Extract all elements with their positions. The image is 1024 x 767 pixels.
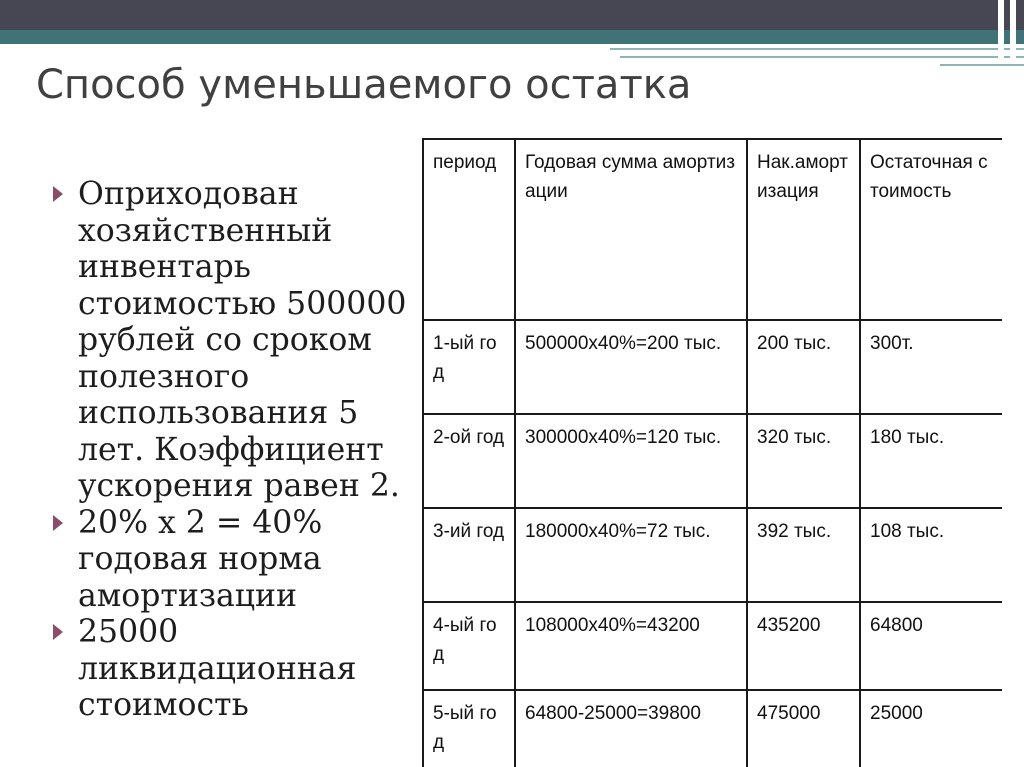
table-cell: 500000х40%=200 тыс. bbox=[515, 320, 747, 414]
triangle-bullet-icon bbox=[53, 624, 63, 640]
header-frame-stripe bbox=[1010, 0, 1016, 62]
bullet-list bbox=[50, 176, 420, 724]
table-cell: 1-ый год bbox=[423, 320, 515, 414]
slide-title: Способ уменьшаемого остатка bbox=[36, 62, 692, 108]
bullet-text: Оприходован хозяйственный инвентарь стоимостью 500000 рублей со сроком полезного использования 5 лет. Коэффициент ускорения равен 2. bbox=[78, 176, 407, 504]
bullet-item bbox=[50, 176, 420, 505]
table-cell: 64800 bbox=[860, 602, 1002, 690]
table-cell: 320 тыс. bbox=[747, 414, 860, 508]
table-row bbox=[423, 690, 1002, 767]
table-header-row bbox=[423, 139, 1002, 320]
header-dark-bar bbox=[0, 0, 1024, 30]
header-teal-bar bbox=[0, 30, 1024, 44]
table-row bbox=[423, 414, 1002, 508]
table-cell: 435200 bbox=[747, 602, 860, 690]
table-cell: 300000х40%=120 тыс. bbox=[515, 414, 747, 508]
table-cell: 300т. bbox=[860, 320, 1002, 414]
header-cell-annual-amount: Годовая сумма амортизации bbox=[515, 139, 747, 320]
bullet-item bbox=[50, 505, 420, 615]
amortization-table bbox=[422, 138, 1002, 767]
table-row bbox=[423, 320, 1002, 414]
table-cell: 5-ый год bbox=[423, 690, 515, 767]
bullet-text: 25000 ликвидационная стоимость bbox=[78, 614, 357, 723]
table-row bbox=[423, 602, 1002, 690]
header-cell-accumulated: Нак.амортизация bbox=[747, 139, 860, 320]
table-cell: 475000 bbox=[747, 690, 860, 767]
triangle-bullet-icon bbox=[53, 515, 63, 531]
triangle-bullet-icon bbox=[53, 186, 63, 202]
table-cell: 392 тыс. bbox=[747, 508, 860, 602]
header-frame-stripe bbox=[998, 0, 1004, 62]
table-row bbox=[423, 508, 1002, 602]
header-accent-line bbox=[620, 56, 1024, 58]
bullet-item bbox=[50, 614, 420, 724]
table-cell: 4-ый год bbox=[423, 602, 515, 690]
header-cell-period: период bbox=[423, 139, 515, 320]
header-accent-line bbox=[940, 64, 1024, 66]
table-cell: 180000х40%=72 тыс. bbox=[515, 508, 747, 602]
table-cell: 108000х40%=43200 bbox=[515, 602, 747, 690]
table-cell: 25000 bbox=[860, 690, 1002, 767]
table-cell: 3-ий год bbox=[423, 508, 515, 602]
amortization-table-container bbox=[422, 138, 1002, 767]
table-cell: 64800-25000=39800 bbox=[515, 690, 747, 767]
bullet-text: 20% х 2 = 40% годовая норма амортизации bbox=[78, 504, 323, 614]
table-cell: 200 тыс. bbox=[747, 320, 860, 414]
table-cell: 108 тыс. bbox=[860, 508, 1002, 602]
table-cell: 180 тыс. bbox=[860, 414, 1002, 508]
header-cell-residual: Остаточная стоимость bbox=[860, 139, 1002, 320]
header-accent-line bbox=[610, 48, 1024, 50]
table-cell: 2-ой год bbox=[423, 414, 515, 508]
